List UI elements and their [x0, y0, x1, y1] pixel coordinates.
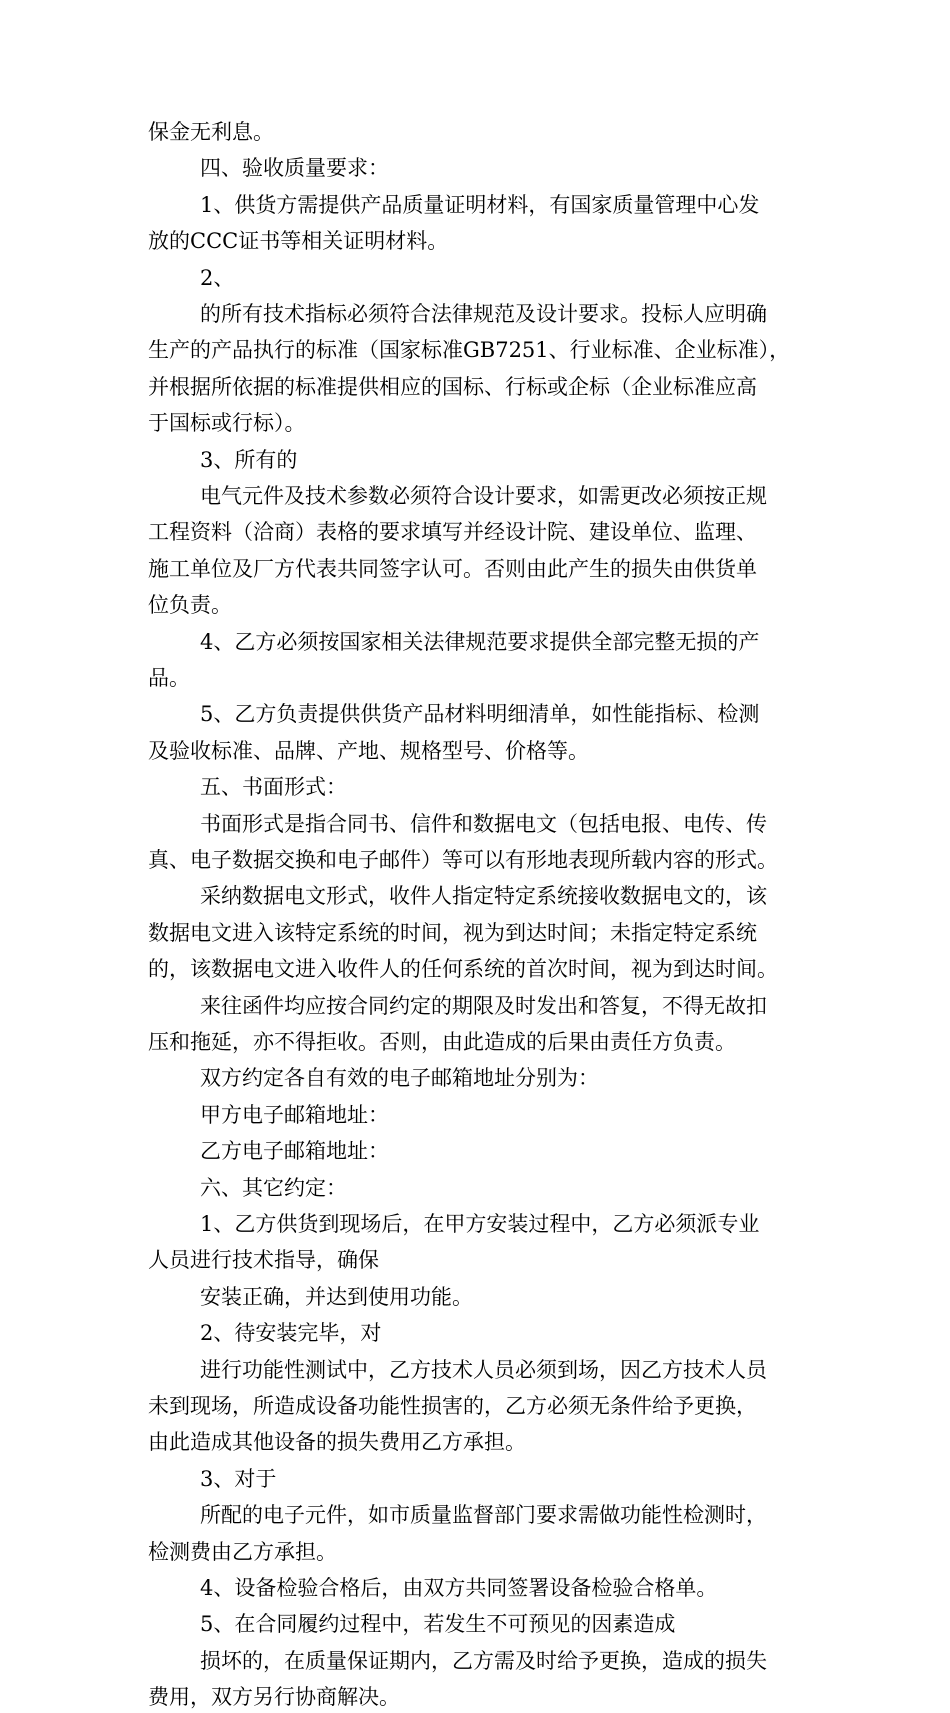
text-line: 1、乙方供货到现场后，在甲方安装过程中，乙方必须派专业	[200, 1212, 760, 1236]
text-line: 的，该数据电文进入收件人的任何系统的首次时间，视为到达时间。	[148, 957, 778, 982]
text-line: 四、验收质量要求：	[200, 156, 389, 181]
text-line: 并根据所依据的标准提供相应的国标、行标或企标（企业标准应高	[148, 374, 757, 399]
text-line: 压和拖延，亦不得拒收。否则，由此造成的后果由责任方负责。	[148, 1030, 736, 1054]
text-line: 品。	[148, 666, 190, 690]
text-line: 保金无利息。	[148, 120, 274, 144]
text-line: 4、设备检验合格后，由双方共同签署设备检验合格单。	[200, 1576, 718, 1600]
text-line: 及验收标准、品牌、产地、规格型号、价格等。	[148, 738, 589, 763]
text-line: 所配的电子元件，如市质量监督部门要求需做功能性检测时，	[200, 1503, 767, 1528]
text-line: 位负责。	[148, 593, 232, 618]
text-line: 由此造成其他设备的损失费用乙方承担。	[148, 1430, 526, 1455]
text-line: 甲方电子邮箱地址：	[200, 1102, 389, 1127]
text-line: 五、书面形式：	[200, 775, 347, 800]
text-line: 生产的产品执行的标准（国家标准GB7251、行业标准、企业标准），	[148, 338, 791, 363]
text-line: 施工单位及厂方代表共同签字认可。否则由此产生的损失由供货单	[148, 556, 757, 581]
text-line: 人员进行技术指导，确保	[148, 1248, 379, 1273]
text-line: 双方约定各自有效的电子邮箱地址分别为：	[200, 1066, 599, 1091]
text-line: 放的CCC证书等相关证明材料。	[148, 229, 449, 254]
text-line: 2、	[200, 265, 235, 290]
text-line: 费用，双方另行协商解决。	[148, 1685, 400, 1710]
text-line: 1、供货方需提供产品质量证明材料，有国家质量管理中心发	[200, 192, 760, 217]
text-line: 乙方电子邮箱地址：	[200, 1139, 389, 1164]
text-line: 3、对于	[200, 1466, 277, 1491]
text-line: 进行功能性测试中，乙方技术人员必须到场，因乙方技术人员	[200, 1357, 767, 1382]
text-line: 于国标或行标）。	[148, 411, 306, 436]
text-line: 未到现场，所造成设备功能性损害的，乙方必须无条件给予更换，	[148, 1394, 757, 1418]
text-line: 数据电文进入该特定系统的时间，视为到达时间；未指定特定系统	[148, 920, 757, 945]
text-line: 真、电子数据交换和电子邮件）等可以有形地表现所载内容的形式。	[148, 848, 778, 872]
text-line: 5、乙方负责提供供货产品材料明细清单，如性能指标、检测	[200, 702, 760, 727]
text-line: 的所有技术指标必须符合法律规范及设计要求。投标人应明确	[200, 302, 767, 326]
text-line: 书面形式是指合同书、信件和数据电文（包括电报、电传、传	[200, 811, 767, 836]
text-line: 采纳数据电文形式，收件人指定特定系统接收数据电文的，该	[200, 884, 767, 909]
text-line: 电气元件及技术参数必须符合设计要求，如需更改必须按正规	[200, 484, 767, 508]
text-line: 来往函件均应按合同约定的期限及时发出和答复，不得无故扣	[200, 993, 767, 1018]
text-line: 六、其它约定：	[200, 1175, 347, 1200]
text-line: 安装正确，并达到使用功能。	[200, 1284, 473, 1309]
text-line: 4、乙方必须按国家相关法律规范要求提供全部完整无损的产	[200, 629, 760, 654]
text-line: 工程资料（洽商）表格的要求填写并经设计院、建设单位、监理、	[148, 520, 757, 545]
text-line: 3、所有的	[200, 447, 298, 472]
text-line: 检测费由乙方承担。	[148, 1539, 337, 1564]
text-line: 5、在合同履约过程中，若发生不可预见的因素造成	[200, 1612, 676, 1637]
text-line: 2、待安装完毕，对	[200, 1321, 382, 1346]
text-line: 损坏的，在质量保证期内，乙方需及时给予更换，造成的损失	[200, 1648, 767, 1673]
